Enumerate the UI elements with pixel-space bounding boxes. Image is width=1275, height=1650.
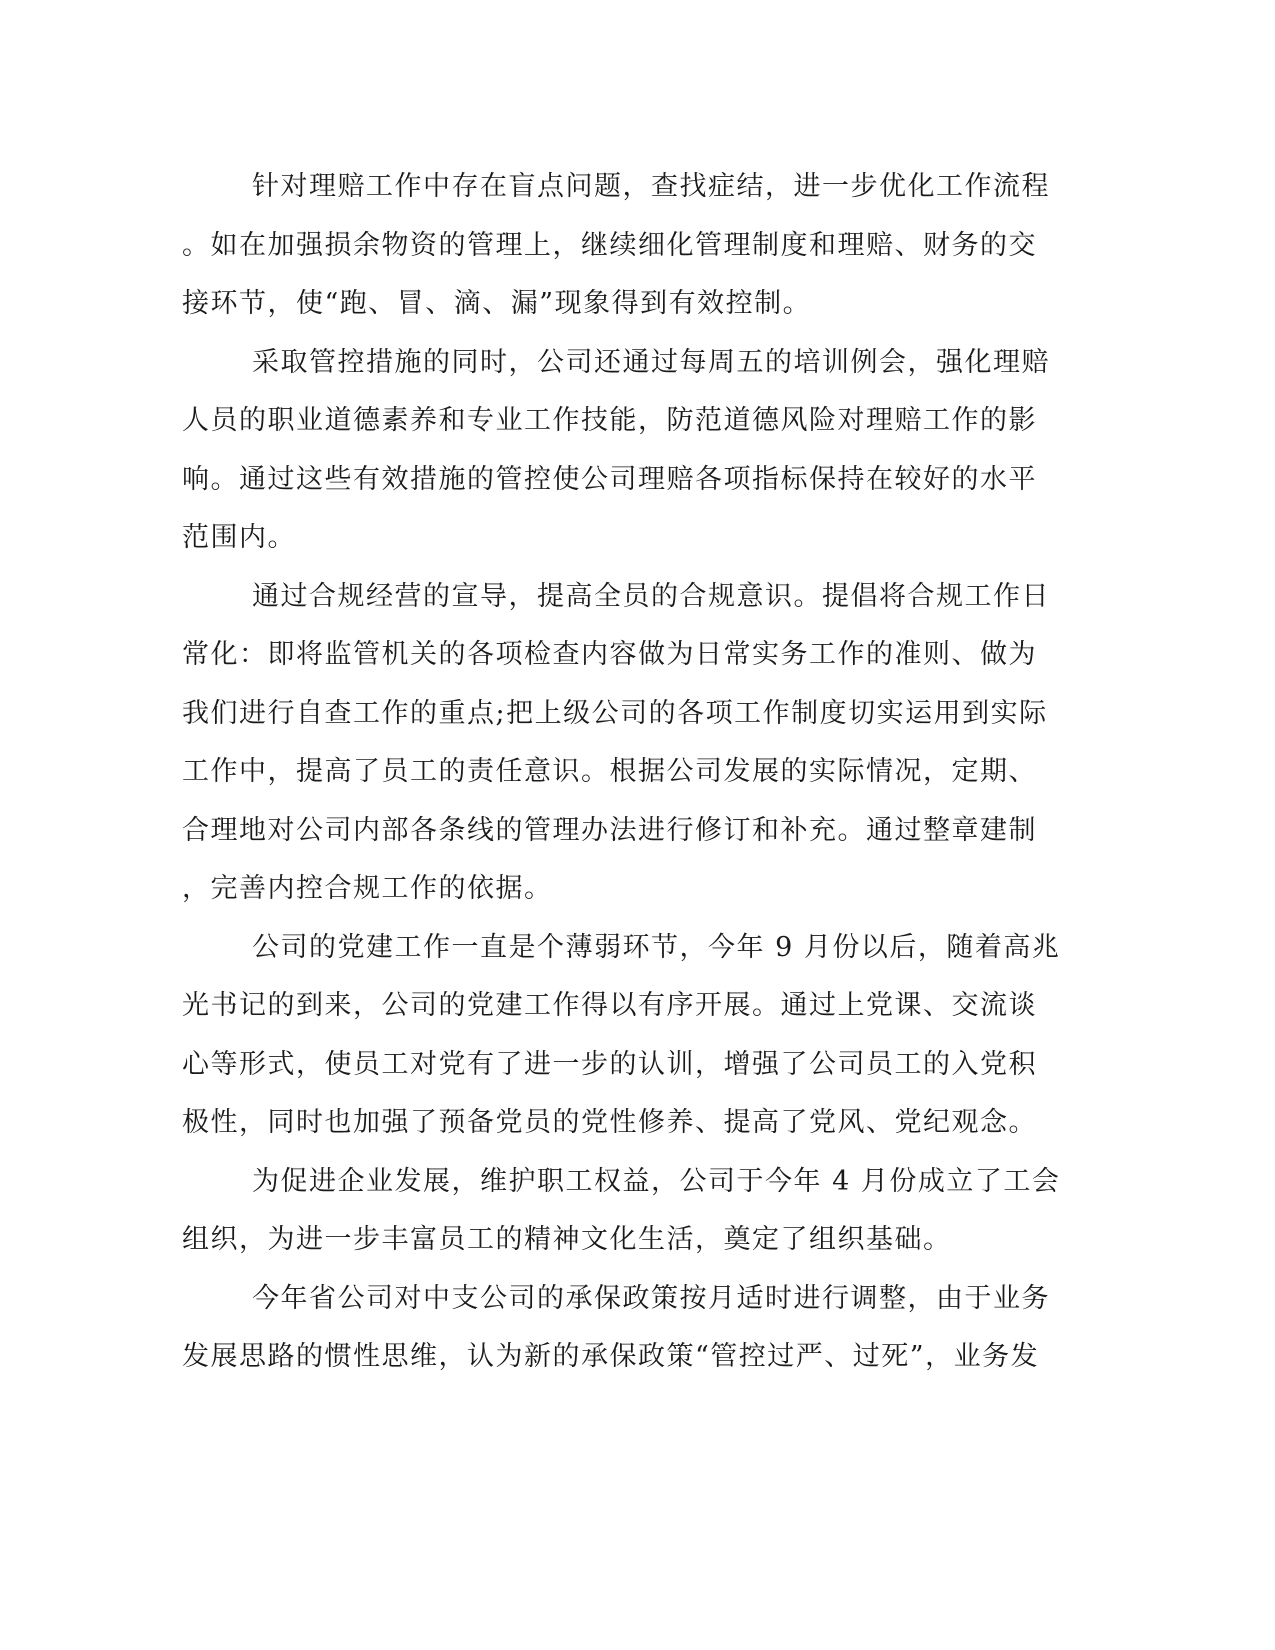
- paragraph-2: [182, 334, 1050, 568]
- text-line: ，完善内控合规工作的依据。: [182, 873, 553, 904]
- text-line: 组织，为进一步丰富员工的精神文化生活，奠定了组织基础。: [182, 1224, 952, 1255]
- text-line: 响。通过这些有效措施的管控使公司理赔各项指标保持在较好的水平: [182, 463, 1037, 495]
- text-line: 工作中，提高了员工的责任意识。根据公司发展的实际情况，定期、: [182, 756, 1037, 787]
- text-line: 接环节，使“跑、冒、滴、漏”现象得到有效控制。: [182, 288, 812, 319]
- text-line: 心等形式，使员工对党有了进一步的认训，增强了公司员工的入党积: [182, 1048, 1037, 1080]
- text-line: 采取管控措施的同时，公司还通过每周五的培训例会，强化理赔: [252, 346, 1050, 378]
- text-line: 常化：即将监管机关的各项检查内容做为日常实务工作的准则、做为: [182, 639, 1037, 670]
- paragraph-3: [182, 568, 1050, 919]
- text-line: 范围内。: [182, 522, 296, 553]
- text-line: 我们进行自查工作的重点;把上级公司的各项工作制度切实运用到实际: [182, 697, 1048, 729]
- paragraph-4: [182, 919, 1061, 1153]
- paragraph-6: [182, 1270, 1050, 1387]
- document-body: [182, 158, 1061, 1387]
- text-line: 。如在加强损余物资的管理上，继续细化管理制度和理赔、财务的交: [182, 229, 1037, 261]
- text-line: 针对理赔工作中存在盲点问题，查找症结，进一步优化工作流程: [252, 171, 1050, 202]
- text-line: 为促进企业发展，维护职工权益，公司于今年 4 月份成立了工会: [252, 1165, 1061, 1197]
- paragraph-1: [182, 158, 1050, 334]
- text-line: 人员的职业道德素养和专业工作技能，防范道德风险对理赔工作的影: [182, 405, 1037, 436]
- text-line: 公司的党建工作一直是个薄弱环节，今年 9 月份以后，随着高兆: [252, 931, 1061, 963]
- paragraph-5: [182, 1153, 1061, 1270]
- text-line: 今年省公司对中支公司的承保政策按月适时进行调整，由于业务: [252, 1282, 1050, 1314]
- text-line: 合理地对公司内部各条线的管理办法进行修订和补充。通过整章建制: [182, 814, 1037, 846]
- text-line: 发展思路的惯性思维，认为新的承保政策“管控过严、过死”，业务发: [182, 1341, 1040, 1372]
- text-line: 光书记的到来，公司的党建工作得以有序开展。通过上党课、交流谈: [182, 990, 1037, 1021]
- text-line: 极性，同时也加强了预备党员的党性修养、提高了党风、党纪观念。: [182, 1107, 1037, 1138]
- text-line: 通过合规经营的宣导，提高全员的合规意识。提倡将合规工作日: [252, 580, 1050, 612]
